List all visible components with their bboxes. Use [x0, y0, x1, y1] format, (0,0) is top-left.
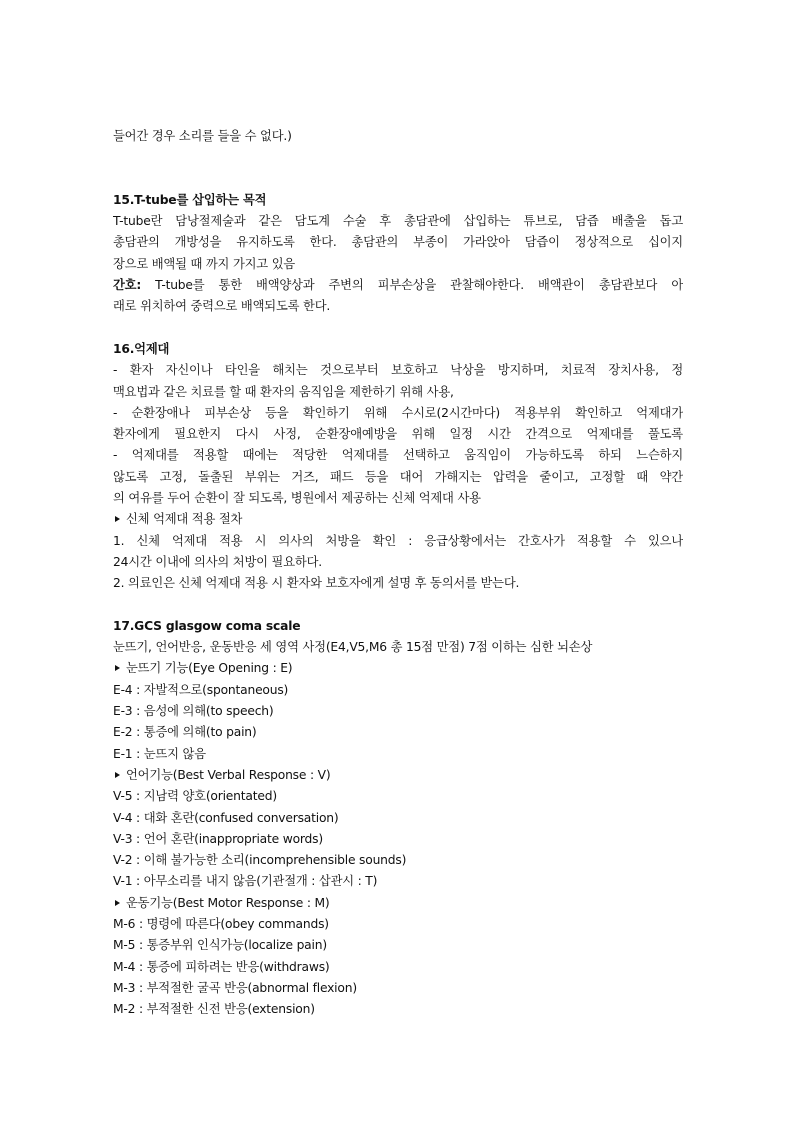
document-page: [113, 126, 683, 1020]
section-16-line: - 억제대를 적용할 때에는 적당한 억제대를 선택하고 움직임이 가능하도록 하되 느슨하지: [113, 448, 683, 463]
nursing-text: T-tube를 통한 배액양상과 주변의 피부손상을 관찰해야한다. 배액관이 총담관보다 아: [141, 278, 683, 293]
gcs-eye-title: [113, 658, 683, 679]
procedure-title-text: 신체 억제대 적용 절차: [126, 512, 243, 527]
gcs-eye-title-text: 눈뜨기 기능(Eye Opening : E): [126, 661, 293, 676]
gcs-motor-item: M-3 : 부적절한 굴곡 반응(abnormal flexion): [113, 980, 357, 995]
triangle-bullet-icon: [115, 665, 120, 671]
gcs-verbal-item: V-2 : 이해 불가능한 소리(incomprehensible sounds): [113, 853, 407, 868]
section-15-line: 총담관의 개방성을 유지하도록 한다. 총담관의 부종이 가라앉아 담즙이 정상적으로 십이지: [113, 235, 683, 250]
gcs-eye-item: E-3 : 음성에 의해(to speech): [113, 704, 274, 719]
section-16-line: 의 여유를 두어 순환이 잘 되도록, 병원에서 제공하는 신체 억제대 사용: [113, 491, 481, 506]
gcs-verbal-item: V-5 : 지남력 양호(orientated): [113, 789, 277, 804]
section-16-procedure-line: 2. 의료인은 신체 억제대 적용 시 환자와 보호자에게 설명 후 동의서를 받는다.: [113, 576, 520, 591]
triangle-bullet-icon: [115, 900, 120, 906]
gcs-motor-title-text: 운동기능(Best Motor Response : M): [126, 895, 330, 910]
section-15-nursing-line: 래로 위치하여 중력으로 배액되도록 한다.: [113, 299, 331, 314]
section-15-title: 15.T-tube를 삽입하는 목적: [113, 192, 267, 207]
gcs-verbal-item: V-3 : 언어 혼란(inappropriate words): [113, 831, 323, 846]
gcs-motor-item: M-6 : 명령에 따른다(obey commands): [113, 916, 329, 931]
section-16-procedure-title: [113, 509, 683, 530]
gcs-verbal-title-text: 언어기능(Best Verbal Response : V): [126, 767, 331, 782]
section-15-line: T-tube란 담낭절제술과 같은 담도계 수술 후 총담관에 삽입하는 튜브로, 담즙 배출을 돕고: [113, 214, 683, 229]
spacer: [113, 147, 683, 168]
section-16-procedure-line: 1. 신체 억제대 적용 시 의사의 처방을 확인 : 응급상황에서는 간호사가 적용할 수 있으나: [113, 533, 683, 548]
section-15-line: 장으로 배액될 때 까지 가지고 있음: [113, 256, 296, 271]
section-16-line: 맥요법과 같은 치료를 할 때 환자의 움직임을 제한하기 위해 사용,: [113, 384, 454, 399]
spacer: [113, 318, 683, 339]
spacer: [113, 595, 683, 616]
section-16-line: - 환자 자신이나 타인을 해치는 것으로부터 보호하고 낙상을 방지하며, 치료적 장치사용, 정: [113, 363, 683, 378]
section-17-summary: 눈뜨기, 언어반응, 운동반응 세 영역 사정(E4,V5,M6 총 15점 만점) 7점 이하는 심한 뇌손상: [113, 640, 593, 655]
section-16-line: 환자에게 필요한지 다시 사정, 순환장애예방을 위해 일정 시간 간격으로 억제대를 풀도록: [113, 427, 683, 442]
gcs-eye-item: E-4 : 자발적으로(spontaneous): [113, 682, 289, 697]
section-16-title: 16.억제대: [113, 341, 170, 356]
triangle-bullet-icon: [115, 516, 120, 522]
spacer: [113, 169, 683, 190]
section-15-nursing-line: [113, 275, 683, 296]
gcs-motor-item: M-4 : 통증에 피하려는 반응(withdraws): [113, 959, 330, 974]
gcs-eye-item: E-1 : 눈뜨지 않음: [113, 746, 206, 761]
gcs-motor-item: M-2 : 부적절한 신전 반응(extension): [113, 1002, 315, 1017]
section-16-line: - 순환장애나 피부손상 등을 확인하기 위해 수시로(2시간마다) 적용부위 확인하고 억제대가: [113, 405, 683, 420]
gcs-eye-item: E-2 : 통증에 의해(to pain): [113, 725, 257, 740]
section-17-title: 17.GCS glasgow coma scale: [113, 618, 301, 633]
gcs-verbal-title: [113, 765, 683, 786]
gcs-verbal-item: V-4 : 대화 혼란(confused conversation): [113, 810, 339, 825]
intro-line: 들어간 경우 소리를 들을 수 없다.): [113, 129, 292, 143]
section-16-line: 않도록 고정, 돌출된 부위는 거즈, 패드 등을 대어 가해지는 압력을 줄이고, 고정할 때 약간: [113, 469, 683, 484]
gcs-verbal-item: V-1 : 아무소리를 내지 않음(기관절개 : 삽관시 : T): [113, 874, 378, 889]
gcs-motor-title: [113, 893, 683, 914]
triangle-bullet-icon: [115, 772, 120, 778]
nursing-label: 간호:: [113, 278, 142, 293]
section-16-procedure-line: 24시간 이내에 의사의 처방이 필요하다.: [113, 554, 322, 569]
gcs-motor-item: M-5 : 통증부위 인식가능(localize pain): [113, 938, 327, 953]
